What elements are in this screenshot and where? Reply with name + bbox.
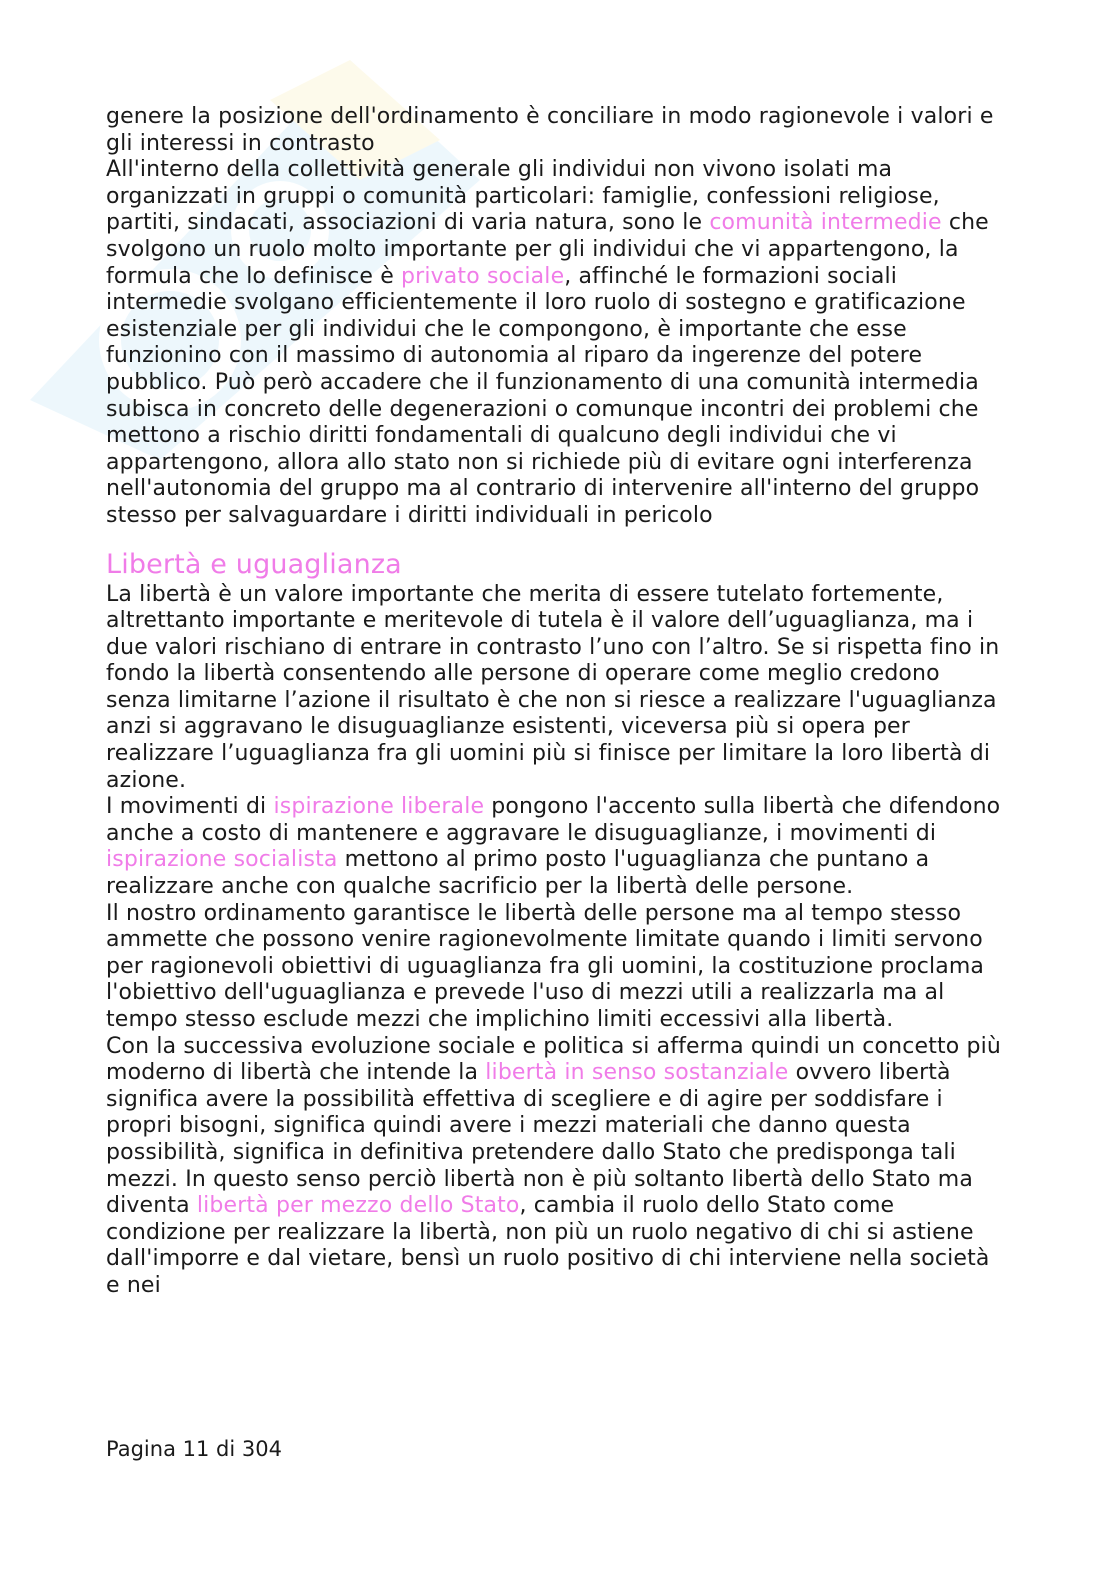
paragraph-ordinamento: Il nostro ordinamento garantisce le libertà delle persone ma al tempo stesso ammette che possono venire ragionevolmente limitate quando i limiti servono per ragionevoli obiettivi di uguaglianza fra gli uomini, la costituzione proclama l'obiettivo dell'uguaglianza e prevede l'uso di mezzi utili a realizzarla ma al tempo stesso esclude mezzi che implichino limiti eccessivi alla libertà. (106, 900, 985, 1032)
section-heading: Libertà e uguaglianza (106, 548, 402, 580)
paragraph-intro: genere la posizione dell'ordinamento è conciliare in modo ragionevole i valori e gli interessi in contrasto (106, 104, 994, 156)
highlight-term: libertà in senso sostanziale (485, 1060, 789, 1086)
highlight-term: privato sociale (401, 263, 565, 289)
paragraph-liberta: La libertà è un valore importante che merita di essere tutelato fortemente, altrettanto importante e meritevole di tutela è il valore dell’uguaglianza, ma i due valori rischiano di entrare in contrasto l’uno con l’altro. Se si rispetta fino in fondo la libertà consentendo alle persone di operare come meglio credono senza limitarne l’azione il risultato è che non si riesce a realizzare l'uguaglianza anzi si aggravano le disuguaglianze esistenti, viceversa più si opera per realizzare l’uguaglianza fra gli uomini più si finisce per limitare la loro libertà di azione. (106, 581, 1000, 793)
highlight-term: comunità intermedie (709, 210, 942, 236)
highlight-term: ispirazione liberale (273, 794, 485, 820)
paragraph-movimenti: I movimenti di ispirazione liberale pongono l'accento sulla libertà che difendono anche a costo di mantenere e aggravare le disuguaglianze, i movimenti di ispirazione socialista mettono al primo posto l'uguaglianza che puntano a realizzare anche con qualche sacrificio per la libertà delle persone. (106, 794, 1001, 900)
document-page (106, 104, 1006, 1300)
paragraph-evoluzione: Con la successiva evoluzione sociale e politica si afferma quindi un concetto più moderno di libertà che intende la libertà in senso sostanziale ovvero libertà significa avere la possibilità effettiva di scegliere e di agire per soddisfare i propri bisogni, significa quindi avere i mezzi materiali che danno questa possibilità, significa in definitiva pretendere dallo Stato che predisponga tali mezzi. In questo senso perciò libertà non è più soltanto libertà dello Stato ma diventa libertà per mezzo dello Stato, cambia il ruolo dello Stato come condizione per realizzare la libertà, non più un ruolo negativo di chi si astiene dall'imporre e dal vietare, bensì un ruolo positivo di chi interviene nella società e nei (106, 1033, 1001, 1298)
highlight-term: ispirazione socialista (106, 847, 338, 873)
page-number: Pagina 11 di 304 (106, 1437, 282, 1461)
paragraph-comunita: All'interno della collettività generale gli individui non vivono isolati ma organizzati in gruppi o comunità particolari: famiglie, confessioni religiose, partiti, sindacati, associazioni di varia natura, sono le comunità intermedie che svolgono un ruolo molto importante per gli individui che vi appartengono, la formula che lo definisce è privato sociale, affinché le formazioni sociali intermedie svolgano efficientemente il loro ruolo di sostegno e gratificazione esistenziale per gli individui che le compongono, è importante che esse funzionino con il massimo di autonomia al riparo da ingerenze del potere pubblico. Può però accadere che il funzionamento di una comunità intermedia subisca in concreto delle degenerazioni o comunque incontri dei problemi che mettono a rischio diritti fondamentali di qualcuno degli individui che vi appartengono, allora allo stato non si richiede più di evitare ogni interferenza nell'autonomia del gruppo ma al contrario di intervenire all'interno del gruppo stesso per salvaguardare i diritti individuali in pericolo (106, 157, 989, 528)
highlight-term: libertà per mezzo dello Stato (196, 1193, 520, 1219)
